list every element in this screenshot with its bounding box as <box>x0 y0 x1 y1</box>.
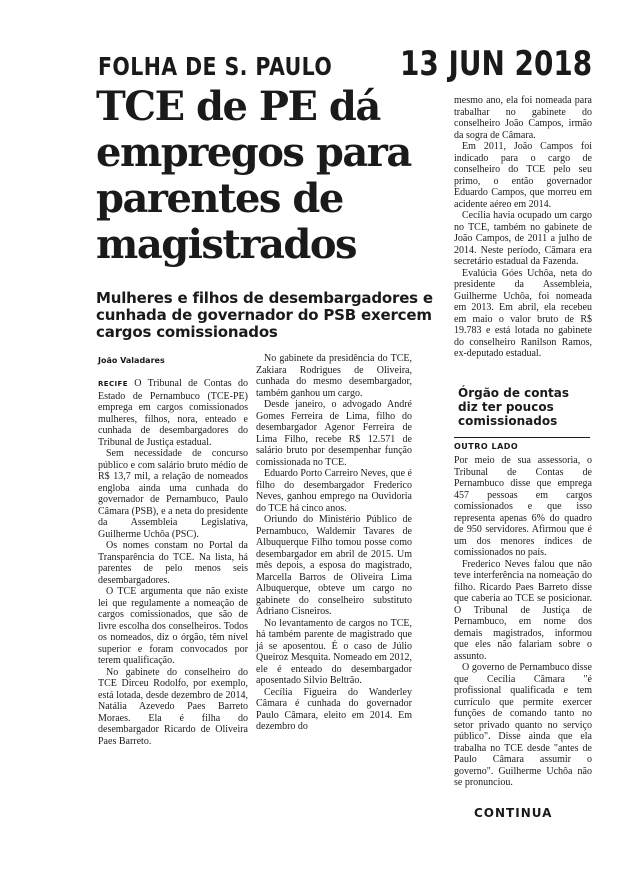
paragraph: Desde janeiro, o advogado André Gomes Ferreira de Lima, filho do desembargador Agenor Ferreira de Lima Filho, recebe R$ 12.571 de salário bruto por desempenhar função comissionada no TCE. <box>256 399 412 468</box>
newspaper-name: FOLHA DE S. PAULO <box>98 52 333 81</box>
paragraph: No levantamento de cargos no TCE, há também parente de magistrado que já se aposentou. É o caso de Júlio Queiroz Mesquita. Nomeado em 2012, ele é enteado do desembargador aposentado Silvio Beltrão. <box>256 617 412 686</box>
paragraph: mesmo ano, ela foi nomeada para trabalhar no gabinete do conselheiro João Campos, irmão da sogra de Câmara. <box>454 95 592 141</box>
paragraph: Por meio de sua assessoria, o Tribunal de Contas de Pernambuco disse que emprega 457 pessoas em cargos comissionados e que isso representa apenas 6% do quadro de 950 servidores. Afirmou que é um dos menores índices de comissionados no país. <box>454 455 592 558</box>
paragraph: No gabinete do conselheiro do TCE Dirceu Rodolfo, por exemplo, está lotada, desde dezembro de 2014, Natália Azevedo Paes Barreto Moraes. Ela é filha do desembargador Ricardo de Oliveira Paes Barreto. <box>98 666 248 747</box>
paragraph: Sem necessidade de concurso público e com salário bruto médio de R$ 13,7 mil, a relação de nomeados engloba ainda uma cunhada do governador de Pernambuco, Paulo Câmara (PSB), e a neta do presidente da Assembleia Legislativa, Guilherme Uchôa (PSC). <box>98 448 248 540</box>
paragraph: Cecília Figueira do Wanderley Câmara é cunhada do governador Paulo Câmara, eleito em 2014. Em dezembro do <box>256 686 412 732</box>
byline: João Valadares <box>98 356 165 365</box>
continued-label: CONTINUA <box>474 806 553 820</box>
paragraph: Em 2011, João Campos foi indicado para o cargo de conselheiro do TCE pelo seu primo, o então governador Eduardo Campos, que morreu em acidente aéreo em 2014. <box>454 141 592 210</box>
paragraph: O governo de Pernambuco disse que Cecília Câmara "é profissional qualificada e tem currículo que permite exercer funções de comando tanto no setor privado quanto no serviço público". Disse ainda que ela trabalha no TCE desde "antes de Paulo Câmara assumir o governo". Guilherme Uchôa não se pronunciou. <box>454 662 592 788</box>
column-1 <box>98 378 248 747</box>
paragraph: Frederico Neves falou que não teve interferência na nomeação do filho. Ricardo Paes Barreto disse que caberia ao TCE se posicionar. O Tribunal de Justiça de Pernambuco, em nome dos demais magistrados, informou que eles não falariam sobre o assunto. <box>454 558 592 662</box>
paragraph: RECIFE O Tribunal de Contas do Estado de Pernambuco (TCE-PE) emprega em cargos comissionados mulheres, filhos, nora, enteado e cunhada de desembargadores do Tribunal de Justiça estadual. <box>98 378 249 448</box>
headline: TCE de PE dá empregos para parentes de magistrados <box>96 83 411 268</box>
paragraph: No gabinete da presidência do TCE, Zakiara Rodrigues de Oliveira, cunhada do mesmo desembargador, também ganhou um cargo. <box>256 353 412 399</box>
clipping-date: 13 JUN 2018 <box>400 44 593 84</box>
column-3 <box>454 95 592 360</box>
paragraph: Oriundo do Ministério Público de Pernambuco, Waldemir Tavares de Albuquerque Filho tomou posse como desembargador em abril de 2015. Um mês depois, a esposa do magistrado, Marcella Barros de Oliveira Lima Albuquerque, obteve um cargo no gabinete do conselheiro substituto Adriano Cisneiros. <box>256 514 412 617</box>
paragraph: Evalúcia Góes Uchôa, neta do presidente da Assembleia, Guilherme Uchôa, foi nomeada em 2013. Em abril, ela recebeu em maio o valor bruto de R$ 19.783 e está lotada no gabinete do conselheiro Ranilson Ramos, ex-deputado estadual. <box>454 267 592 359</box>
divider <box>454 437 590 438</box>
column-3-other-side <box>454 455 592 789</box>
paragraph: O TCE argumenta que não existe lei que regulamente a nomeação de cargos comissionados, que são de livre escolha dos conselheiros. Todos os nomeados, diz o órgão, têm nível superior e foram convocados por terem qualificação. <box>98 586 248 666</box>
dateline: RECIFE <box>98 380 128 388</box>
subheadline: Mulheres e filhos de desembargadores e cunhada de governador do PSB exercem cargos comissionados <box>96 289 433 341</box>
column-2 <box>256 353 412 733</box>
paragraph: Os nomes constam no Portal da Transparência do TCE. Na lista, há parentes de pelo menos seis desembargadores. <box>98 540 248 586</box>
paragraph: Cecília havia ocupado um cargo no TCE, também no gabinete de João Campos, de 2011 a julho de 2014. Neste período, Câmara era secretário estadual da Fazenda. <box>454 210 592 267</box>
paragraph: Eduardo Porto Carreiro Neves, que é filho do desembargador Frederico Neves, ganhou emprego na Ouvidoria do TCE há cinco anos. <box>256 468 412 514</box>
section-label-outro-lado: OUTRO LADO <box>454 442 519 451</box>
pull-quote: Órgão de contas diz ter poucos comissionados <box>458 386 570 428</box>
